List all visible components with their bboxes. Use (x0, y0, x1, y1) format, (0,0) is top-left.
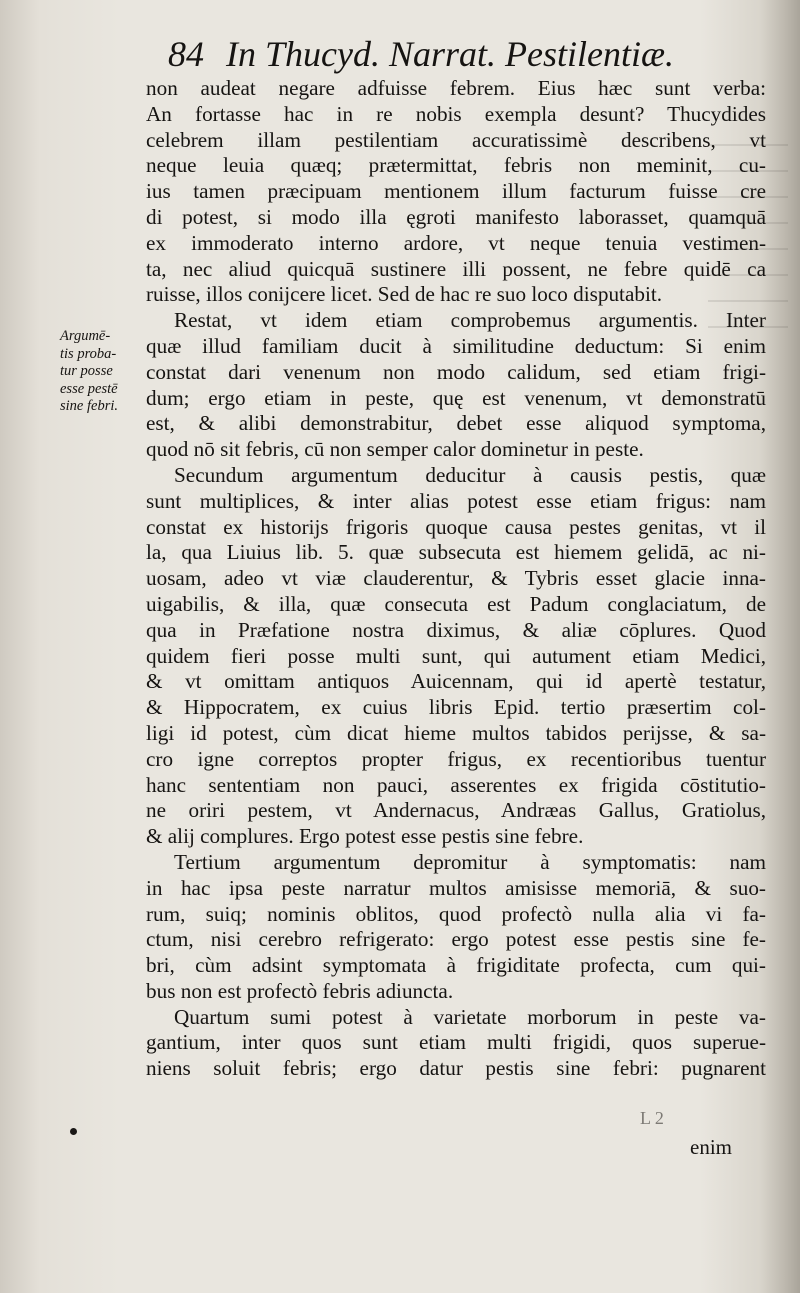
marginal-note (60, 328, 142, 416)
body-text (146, 76, 766, 1082)
text-line: bri, cùm adsint symptomata à frigiditate profecta, cum qui- (146, 953, 766, 978)
text-line: sunt multiplices, & inter alias potest esse etiam frigus: nam (146, 488, 766, 513)
text-line: uigabilis, & illa, quæ consecuta est Padum conglaciatum, de (146, 591, 766, 616)
text-line: in hac ipsa peste narratur multos amisisse memoriā, & suo- (146, 875, 766, 900)
text-line: non audeat negare adfuisse febrem. Eius hæc sunt verba: (146, 76, 766, 100)
text-line: ne oriri pestem, vt Andernacus, Andræas Gallus, Gratiolus, (146, 798, 766, 823)
text-line: rum, suiq; nominis oblitos, quod profectò nulla alia vi fa- (146, 901, 766, 926)
text-line: & alij complures. Ergo potest esse pestis sine febre. (146, 824, 584, 849)
text-line: constat ex historijs frigoris quoque causa pestes genitas, vt il (146, 514, 766, 539)
signature-mark: L 2 (640, 1108, 664, 1128)
text-line: ta, nec aliud quicquā sustinere illi possent, ne febre quidē ca (146, 256, 766, 281)
text-line: la, qua Liuius lib. 5. quæ subsecuta est hiemem gelidā, ac ni- (146, 540, 766, 565)
text-line: quod nō sit febris, cū non semper calor dominetur in peste. (146, 437, 644, 462)
marginal-note-line: sine febri. (60, 398, 118, 414)
marginal-note-line: tis proba- (60, 345, 117, 362)
text-line: quidem fieri posse multi sunt, qui autument etiam Medici, (146, 643, 766, 668)
text-line: hanc sententiam non pauci, asserentes ex frigida cōstitutio- (146, 772, 766, 797)
text-line: gantium, inter quos sunt etiam multi frigidi, quos superue- (146, 1030, 766, 1055)
text-line: bus non est profectò febris adiuncta. (146, 978, 454, 1003)
text-line: dum; ergo etiam in peste, quę est venenum, vt demonstratū (146, 385, 766, 410)
text-line: di potest, si modo illa ęgroti manifesto laborasset, quamquā (146, 204, 766, 229)
marginal-note-line: esse pestē (60, 380, 118, 397)
text-line: Tertium argumentum depromitur à symptomatis: nam (174, 849, 766, 874)
text-line: uosam, adeo vt viæ clauderentur, & Tybris esset glacie inna- (146, 566, 766, 591)
text-line: celebrem illam pestilentiam accuratissimè describens, vt (146, 127, 766, 152)
text-line: Secundum argumentum deducitur à causis pestis, quæ (174, 462, 766, 487)
text-line: cro igne correptos propter frigus, ex recentioribus tuentur (146, 746, 766, 771)
text-line: niens soluit febris; ergo datur pestis sine febri: pugnarent (146, 1056, 766, 1081)
catchword: enim (690, 1135, 732, 1159)
text-line: & vt omittam antiquos Auicennam, qui id apertè testatur, (146, 669, 766, 694)
text-line: qua in Præfatione nostra diximus, & aliæ cōplures. Quod (146, 617, 766, 642)
text-line: neque leuia quæq; prætermittat, febris non meminit, cu- (146, 153, 766, 178)
text-line: ruisse, illos conijcere licet. Sed de hac re suo loco disputabit. (146, 282, 663, 307)
page-number: 84 (168, 34, 204, 74)
marginal-note-line: Argumē- (60, 328, 111, 344)
running-head-title: In Thucyd. Narrat. Pestilentiæ. (226, 34, 674, 74)
text-line: constat dari venenum non modo calidum, sed etiam frigi- (146, 359, 766, 384)
text-line: An fortasse hac in re nobis exempla desunt? Thucydides (146, 101, 766, 126)
ink-dot (70, 1128, 77, 1135)
text-line: quæ illud familiam ducit à similitudine deductum: Si enim (146, 333, 766, 358)
running-head (168, 32, 728, 76)
text-line: ctum, nisi cerebro refrigerato: ergo potest esse pestis sine fe- (146, 927, 766, 952)
text-line: Quartum sumi potest à varietate morborum in peste va- (174, 1004, 766, 1029)
text-line: ex immoderato interno ardore, vt neque tenuia vestimen- (146, 230, 766, 255)
marginal-note-line: tur posse (60, 363, 113, 379)
text-line: est, & alibi demonstrabitur, debet esse aliquod symptoma, (146, 411, 766, 436)
text-line: Restat, vt idem etiam comprobemus argumentis. Inter (174, 308, 766, 333)
text-line: & Hippocratem, ex cuius libris Epid. tertio præsertim col- (146, 695, 766, 720)
text-line: ius tamen præcipuam mentionem illum facturum fuisse cre (146, 179, 766, 204)
text-line: ligi id potest, cùm dicat hieme multos tabidos perijsse, & sa- (146, 720, 766, 745)
